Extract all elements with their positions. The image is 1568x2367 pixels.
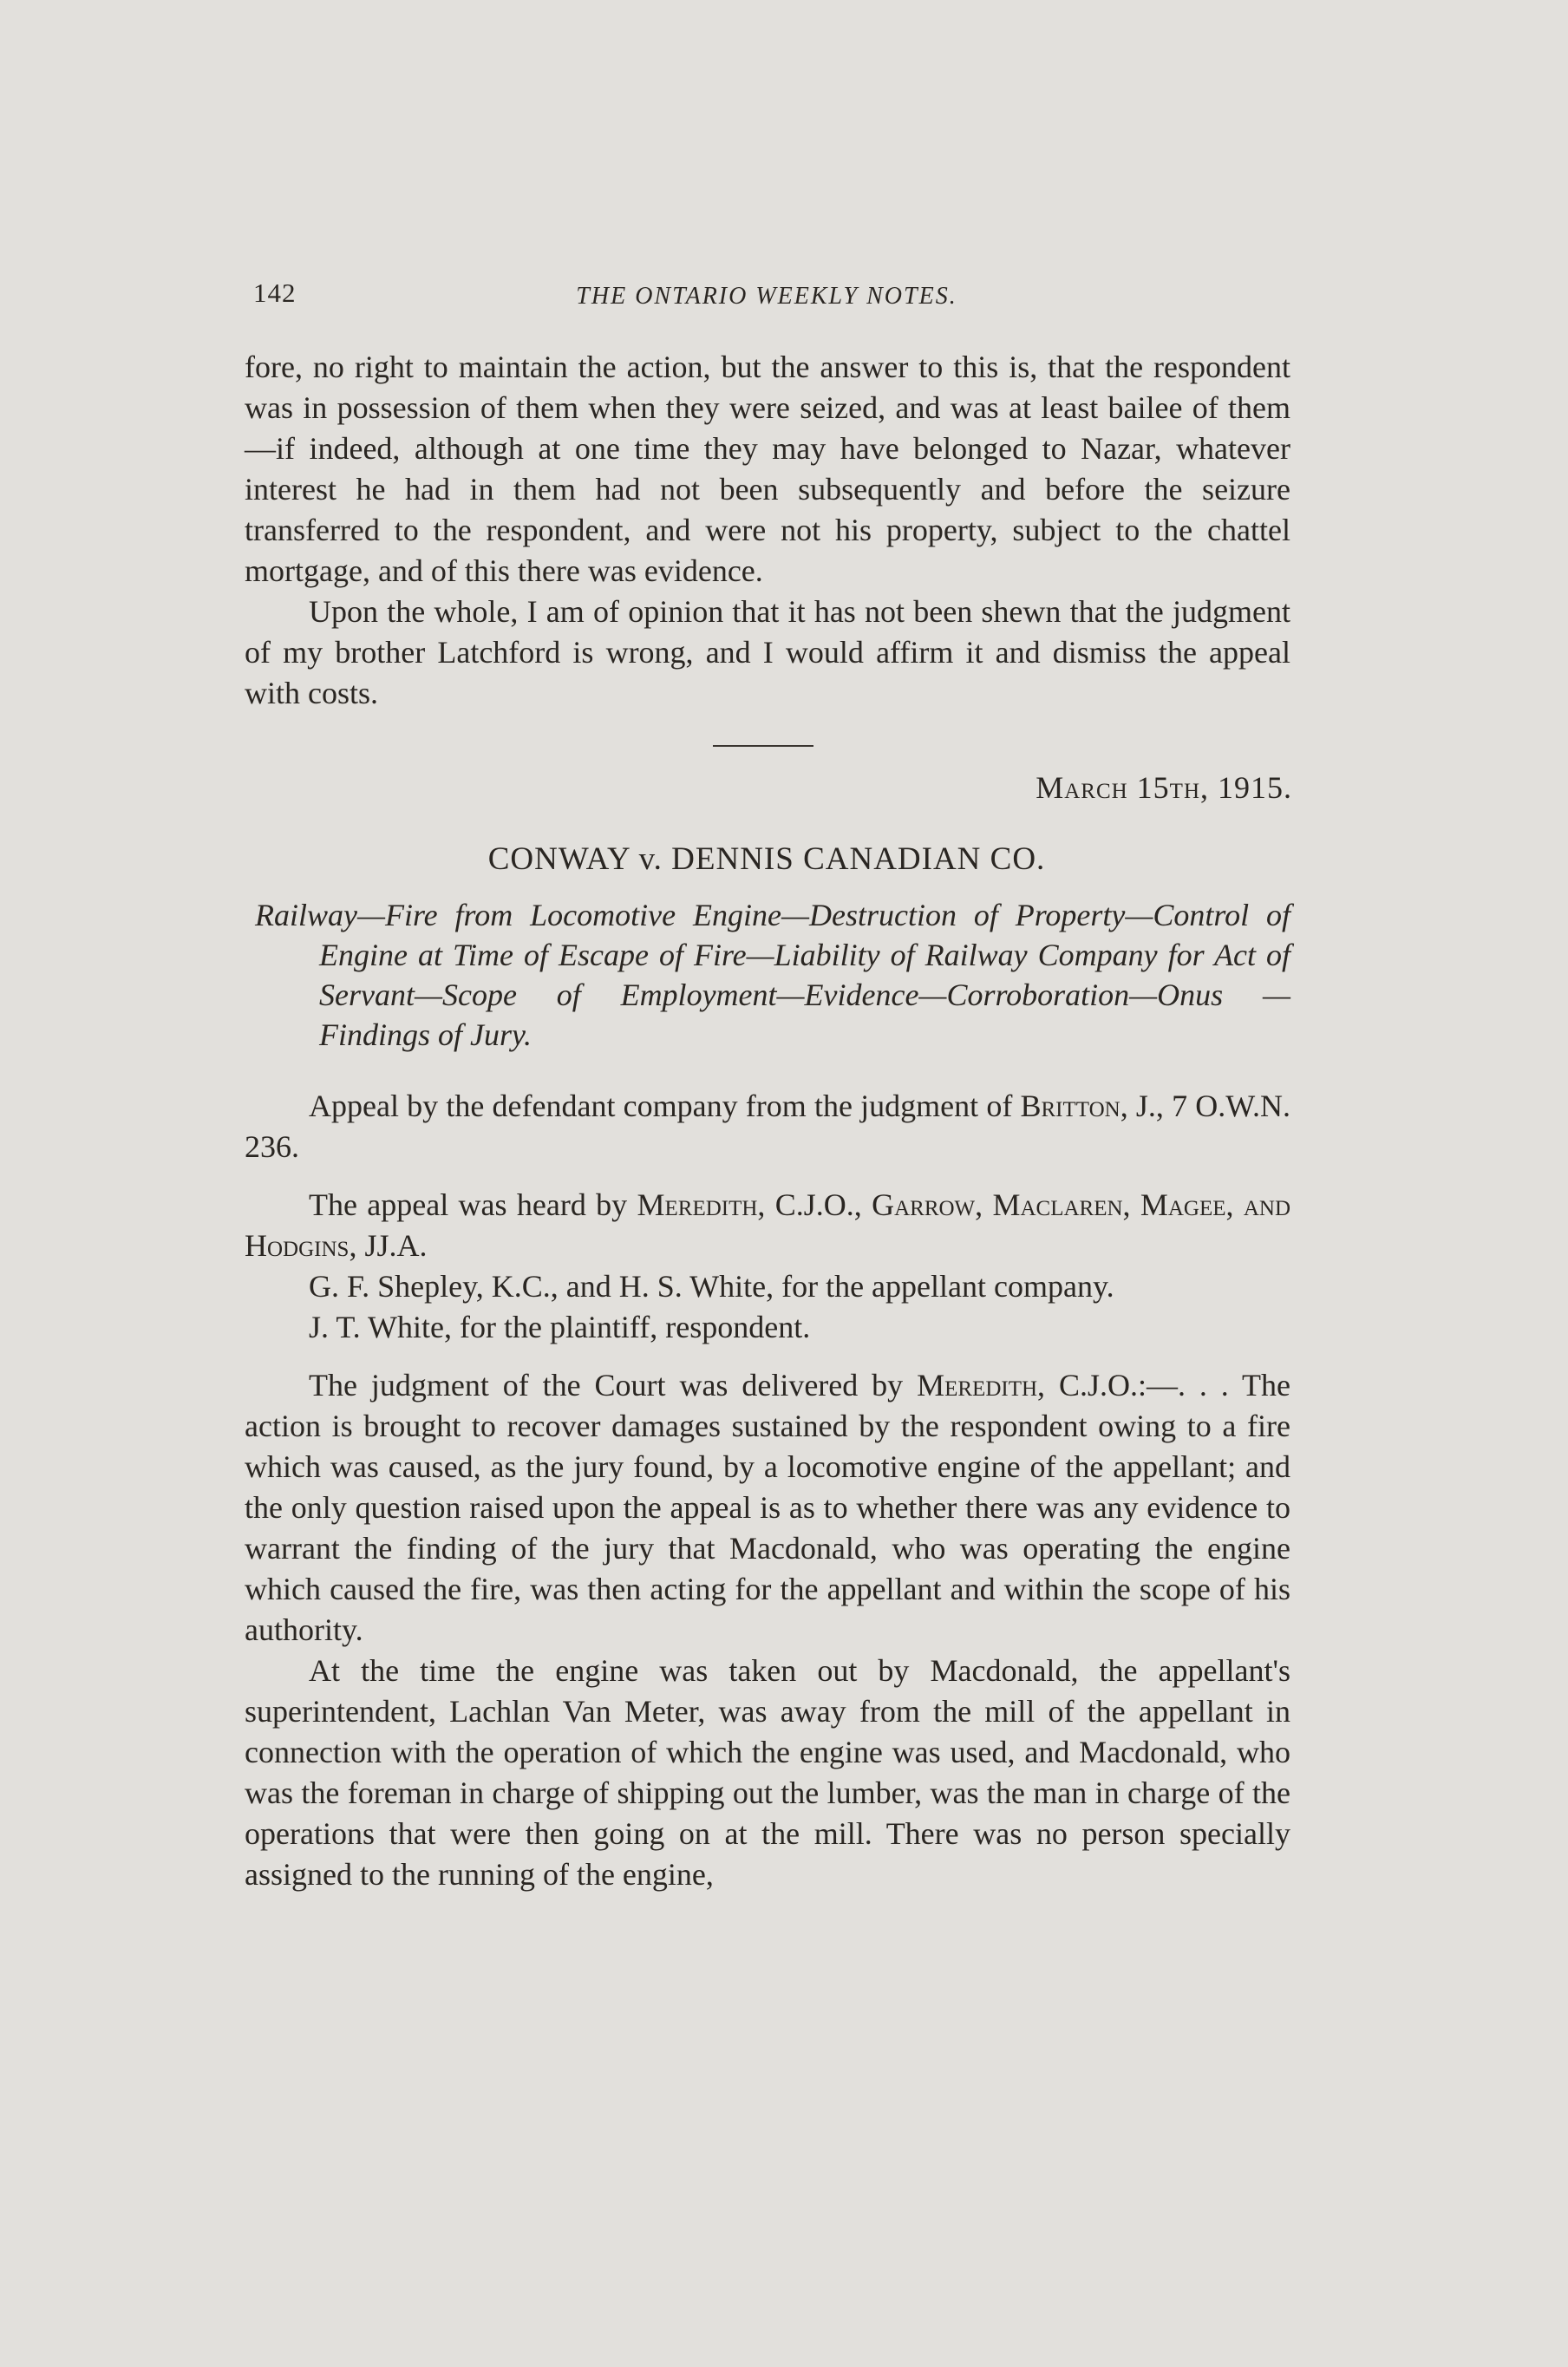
page-number: 142 xyxy=(253,278,297,308)
body-paragraph-2: Upon the whole, I am of opinion that it has not been shewn that the judgment of my brother Latchford is wrong, and I would affirm it and dismiss the appeal with costs. xyxy=(245,594,1290,710)
section-divider xyxy=(713,745,813,747)
trial-judge-name: Britton xyxy=(1020,1089,1120,1123)
judgment-text-pre: The judgment of the Court was delivered by xyxy=(309,1368,918,1403)
counsel-respondent: J. T. White, for the plaintiff, respondent. xyxy=(309,1310,811,1344)
bench-text-pre: The appeal was heard by xyxy=(309,1187,637,1222)
case-title: CONWAY v. DENNIS CANADIAN CO. xyxy=(487,841,1046,877)
page-header xyxy=(236,260,1297,312)
body-paragraph-1: fore, no right to maintain the action, but the answer to this is, that the respondent was in possession of them when they were seized, and was at least bailee of them—if indeed, although at one time they may have belonged to Nazar, whatever interest he had in them had not been subsequently and before the seizure transferred to the respondent, and were not his property, subject to the chattel mortgage, and of this there was evidence. xyxy=(245,350,1290,588)
page-sheet xyxy=(236,260,1297,1895)
case-headnote: Railway—Fire from Locomotive Engine—Destruction of Property—Control of Engine at Time of Escape of Fire—Liability of Railway Company for Act of Servant—Scope of Employment—Evidence—Corroboration—Onus — Findings of Jury. xyxy=(255,898,1290,1052)
bench-text-post: , JJ.A. xyxy=(349,1228,428,1263)
judgment-text-post: , C.J.O.:—. . . The action is brought to recover damages sustained by the respondent owing to a fire which was caused, as the jury found, by a locomotive engine of the appellant; and the only question raised upon the appeal is as to whether there was any evidence to warrant the finding of the jury that Macdonald, who was operating the engine which caused the fire, was then acting for the appellant and within the scope of his authority. xyxy=(245,1368,1290,1647)
bench-judges: Meredith, C.J.O., Garrow, Maclaren, Magee, and Hodgins xyxy=(245,1187,1291,1263)
bench-paragraph xyxy=(236,1185,1297,1266)
judgment-paragraph xyxy=(236,1365,1297,1651)
judgment-judge: Meredith xyxy=(917,1368,1038,1403)
running-head: THE ONTARIO WEEKLY NOTES. xyxy=(576,283,957,310)
decision-date: March 15th, 1915. xyxy=(1036,770,1292,805)
appeal-paragraph xyxy=(236,1086,1297,1167)
counsel-appellant: G. F. Shepley, K.C., and H. S. White, for the appellant company. xyxy=(309,1269,1114,1304)
body-paragraph-last: At the time the engine was taken out by Macdonald, the appellant's superintendent, Lachlan Van Meter, was away from the mill of the appellant in connection with the operation of which the engine was used, and Macdonald, who was the foreman in charge of shipping out the lumber, was the man in charge of the operations that were then going on at the mill. There was no person specially assigned to the running of the engine, xyxy=(245,1653,1290,1892)
appeal-text-post: , J., 7 O.W.N. 236. xyxy=(245,1089,1290,1164)
appeal-text-pre: Appeal by the defendant company from the judgment of xyxy=(309,1089,1021,1123)
